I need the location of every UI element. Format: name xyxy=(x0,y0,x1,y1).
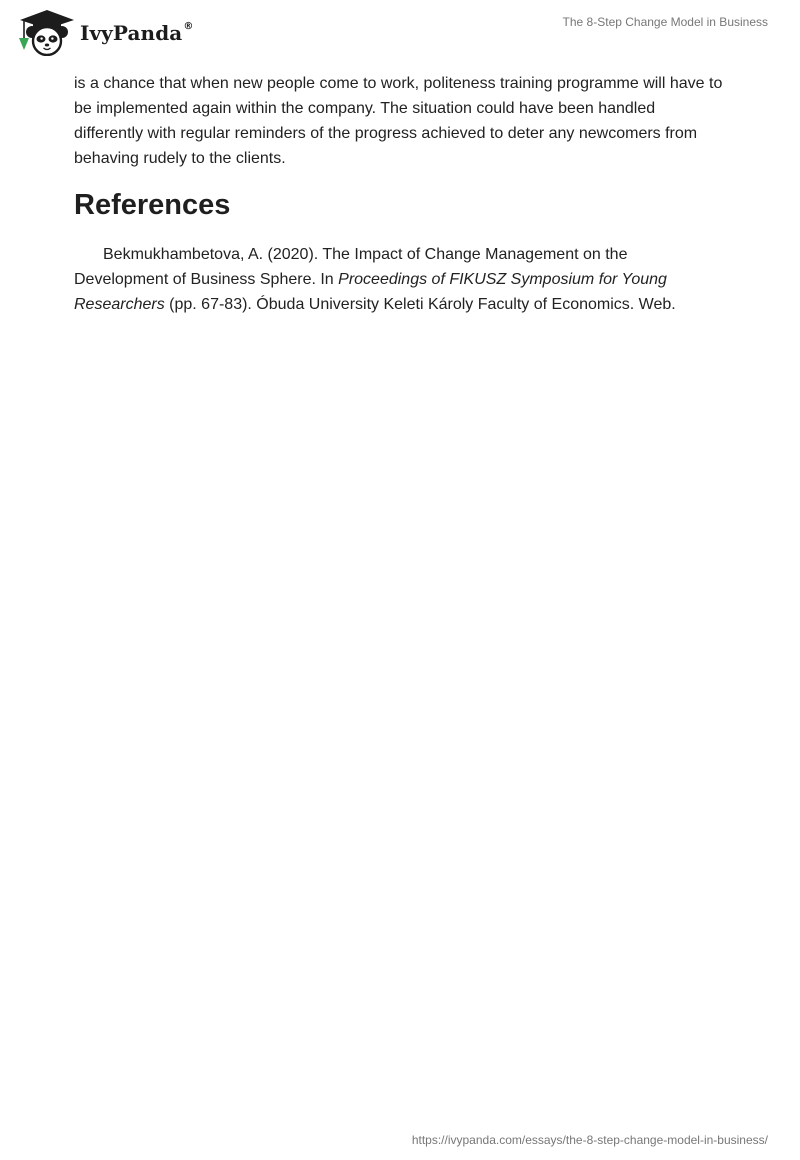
body-paragraph: is a chance that when new people come to work, politeness training programme will have to be implemented again within the company. The situation could have been handled differently with regular reminders of the progress achieved to deter any newcomers from behaving rudely to the clients. xyxy=(74,75,723,167)
footer-url-link[interactable]: https://ivypanda.com/essays/the-8-step-change-model-in-business/ xyxy=(411,1133,768,1147)
panda-graduate-icon xyxy=(14,8,74,56)
ivypanda-logo[interactable] xyxy=(14,8,193,56)
reference-entry xyxy=(74,242,724,317)
reference-text: Bekmukhambetova, A. (2020). The Impact of Change Management on the Development of Business Sphere. In xyxy=(74,246,628,288)
reference-source-title: Proceedings of FIKUSZ Symposium for Young Researchers xyxy=(74,271,667,313)
running-title: The 8-Step Change Model in Business xyxy=(562,15,768,29)
registered-mark: ® xyxy=(183,21,194,33)
references-heading: References xyxy=(74,189,231,221)
page-header xyxy=(0,0,800,66)
reference-text-end: (pp. 67-83). Óbuda University Keleti Károly Faculty of Economics. Web. xyxy=(164,296,676,313)
brand-name: IvyPanda® xyxy=(80,21,194,45)
page-content xyxy=(74,71,724,317)
